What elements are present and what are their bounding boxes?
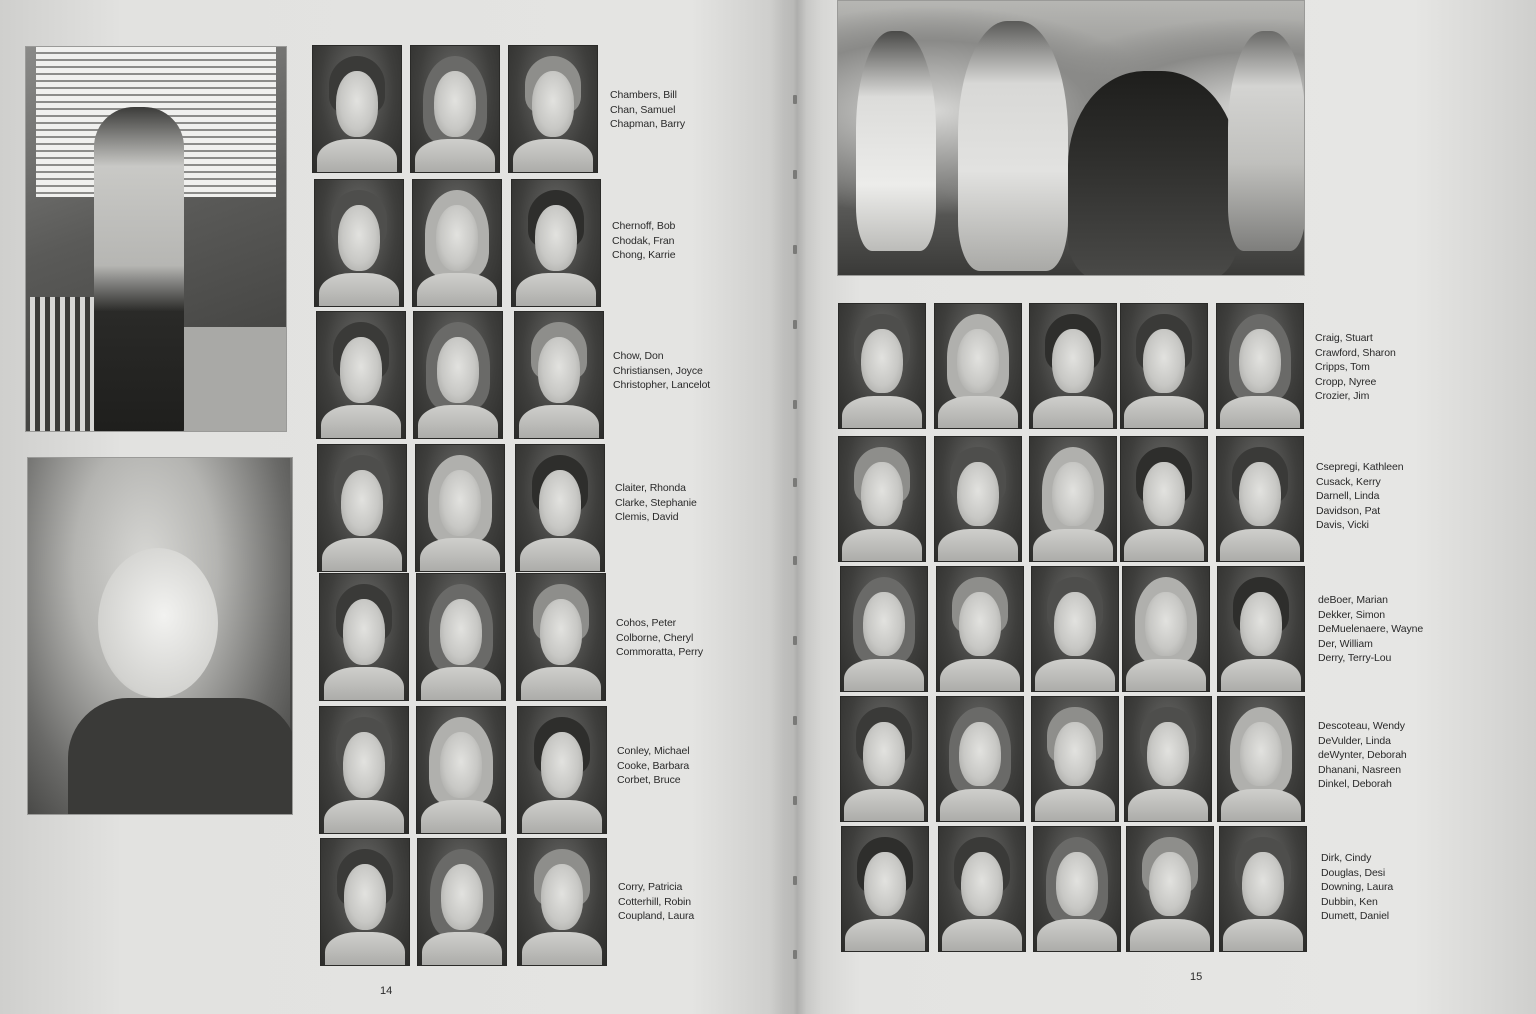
page-number-left: 14 <box>380 985 393 997</box>
student-portrait <box>412 179 502 307</box>
student-name: Der, William <box>1318 637 1373 650</box>
portrait-face <box>959 592 1000 656</box>
student-portrait <box>1120 303 1208 429</box>
portrait-face <box>861 329 902 393</box>
name-caption <box>1321 851 1393 924</box>
portrait-shirt <box>1223 919 1302 952</box>
portrait-shirt <box>842 529 921 562</box>
student-name: Darnell, Linda <box>1316 490 1380 502</box>
student-name: Crozier, Jim <box>1315 390 1370 402</box>
binding-stitch <box>793 478 797 487</box>
portrait-shirt <box>421 667 502 701</box>
student-name: Claiter, Rhonda <box>615 482 686 494</box>
portrait-shirt <box>1128 789 1207 822</box>
portrait-shirt <box>421 800 502 834</box>
student-figure <box>958 21 1068 271</box>
student-portrait <box>317 444 407 572</box>
student-name: Conley, Michael <box>617 745 690 757</box>
student-figure <box>856 31 936 251</box>
student-portrait <box>934 303 1022 429</box>
student-name: Dubbin, Ken <box>1321 895 1378 908</box>
student-portrait <box>841 826 929 952</box>
portrait-shirt <box>324 667 405 701</box>
student-figure <box>1228 31 1305 251</box>
binding-stitch <box>793 716 797 725</box>
portrait-face <box>441 864 483 930</box>
student-name: Chodak, Fran <box>612 234 675 247</box>
student-name: Christiansen, Joyce <box>613 364 703 377</box>
student-name: Csepregi, Kathleen <box>1316 461 1404 473</box>
student-name: Dhanani, Nasreen <box>1318 763 1402 776</box>
portrait-face <box>440 599 482 665</box>
portrait-face <box>961 852 1002 916</box>
student-name: Chan, Samuel <box>610 103 676 116</box>
portrait-shirt <box>938 529 1017 562</box>
portrait-face <box>1149 852 1190 916</box>
portrait-face <box>434 71 476 137</box>
student-name: Dirk, Cindy <box>1321 852 1372 864</box>
portrait-shirt <box>417 273 498 307</box>
student-portrait <box>936 566 1024 692</box>
student-name: Colborne, Cheryl <box>616 631 694 644</box>
student-portrait <box>938 826 1026 952</box>
student-portrait <box>320 838 410 966</box>
name-caption <box>613 349 710 393</box>
portrait-face <box>959 722 1000 786</box>
portrait-shirt <box>321 405 402 439</box>
student-name: Descoteau, Wendy <box>1318 720 1405 732</box>
student-portrait <box>416 706 506 834</box>
student-portrait <box>838 303 926 429</box>
student-portrait <box>319 573 409 701</box>
portrait-shirt <box>1033 529 1112 562</box>
standing-person <box>94 107 184 432</box>
portrait-face <box>340 337 382 403</box>
binding-stitch <box>793 950 797 959</box>
student-portrait <box>517 838 607 966</box>
name-caption <box>616 616 703 660</box>
student-name: Davis, Vicki <box>1316 519 1369 531</box>
student-portrait <box>410 45 500 173</box>
student-portrait <box>1029 436 1117 562</box>
classroom-crowd-photo <box>837 0 1305 276</box>
portrait-shirt <box>845 919 924 952</box>
portrait-face <box>1056 852 1097 916</box>
portrait-face <box>336 71 378 137</box>
student-portrait <box>1031 566 1119 692</box>
portrait-face <box>1143 329 1184 393</box>
student-portrait <box>934 436 1022 562</box>
binding-stitch <box>793 400 797 409</box>
student-name: deBoer, Marian <box>1318 594 1388 606</box>
portrait-shirt <box>1221 789 1300 822</box>
portrait-face <box>957 329 998 393</box>
student-portrait <box>314 179 404 307</box>
student-portrait <box>514 311 604 439</box>
portrait-shirt <box>1033 396 1112 429</box>
portrait-shirt <box>1220 396 1299 429</box>
student-name: Cotterhill, Robin <box>618 895 691 908</box>
student-name: DeMuelenaere, Wayne <box>1318 623 1424 635</box>
binding-stitch <box>793 556 797 565</box>
student-portrait <box>1031 696 1119 822</box>
portrait-shirt <box>1124 396 1203 429</box>
student-name: Christopher, Lancelot <box>613 379 711 391</box>
dark-coat <box>68 698 293 815</box>
binding-stitch <box>793 320 797 329</box>
student-name: Cusack, Kerry <box>1316 475 1381 488</box>
portrait-face <box>541 732 583 798</box>
binding-stitch <box>793 636 797 645</box>
portrait-face <box>440 732 482 798</box>
page-number-right: 15 <box>1190 971 1203 983</box>
binding-stitch <box>793 796 797 805</box>
student-portrait <box>416 573 506 701</box>
student-name: Chow, Don <box>613 350 664 362</box>
portrait-face <box>1145 592 1186 656</box>
portrait-face <box>863 592 904 656</box>
portrait-shirt <box>1130 919 1209 952</box>
portrait-face <box>1054 592 1095 656</box>
smiling-face <box>98 548 218 698</box>
student-portrait <box>936 696 1024 822</box>
name-caption <box>615 481 697 525</box>
student-name: Downing, Laura <box>1321 881 1394 893</box>
portrait-face <box>436 205 478 271</box>
portrait-shirt <box>1126 659 1205 692</box>
student-portrait <box>1033 826 1121 952</box>
student-portrait <box>319 706 409 834</box>
portrait-face <box>437 337 479 403</box>
student-portrait <box>840 696 928 822</box>
portrait-face <box>1054 722 1095 786</box>
portrait-shirt <box>940 789 1019 822</box>
portrait-shirt <box>842 396 921 429</box>
portrait-shirt <box>319 273 400 307</box>
portrait-shirt <box>522 800 603 834</box>
name-caption <box>1316 460 1404 533</box>
student-name: Corbet, Bruce <box>617 774 681 786</box>
portrait-shirt <box>418 405 499 439</box>
portrait-face <box>863 722 904 786</box>
student-candid-photo <box>27 457 293 815</box>
portrait-face <box>1052 329 1093 393</box>
student-portrait <box>1029 303 1117 429</box>
portrait-shirt <box>1035 659 1114 692</box>
portrait-face <box>1239 329 1280 393</box>
student-name: Craig, Stuart <box>1315 332 1373 344</box>
portrait-face <box>538 337 580 403</box>
portrait-face <box>535 205 577 271</box>
portrait-shirt <box>324 800 405 834</box>
portrait-shirt <box>522 932 603 966</box>
portrait-shirt <box>521 667 602 701</box>
binding-stitch <box>793 170 797 179</box>
office-desk <box>166 327 287 432</box>
student-name: Dumett, Daniel <box>1321 910 1390 922</box>
student-name: Derry, Terry-Lou <box>1318 652 1392 664</box>
portrait-shirt <box>420 538 501 572</box>
student-portrait <box>316 311 406 439</box>
student-name: Chambers, Bill <box>610 89 677 101</box>
student-portrait <box>1217 566 1305 692</box>
name-caption <box>618 880 694 924</box>
name-caption <box>1315 331 1396 404</box>
student-portrait <box>1122 566 1210 692</box>
portrait-shirt <box>844 789 923 822</box>
portrait-shirt <box>519 405 600 439</box>
portrait-shirt <box>938 396 1017 429</box>
portrait-shirt <box>422 932 503 966</box>
binding-stitch <box>793 876 797 885</box>
portrait-shirt <box>940 659 1019 692</box>
portrait-face <box>1052 462 1093 526</box>
student-name: Chapman, Barry <box>610 118 686 130</box>
portrait-shirt <box>317 139 398 173</box>
student-name: Cropp, Nyree <box>1315 375 1377 388</box>
student-portrait <box>1219 826 1307 952</box>
portrait-shirt <box>415 139 496 173</box>
name-caption <box>617 744 689 788</box>
name-caption <box>1318 593 1423 666</box>
portrait-shirt <box>844 659 923 692</box>
portrait-shirt <box>513 139 594 173</box>
student-portrait <box>511 179 601 307</box>
student-name: Davidson, Pat <box>1316 504 1381 517</box>
student-portrait <box>413 311 503 439</box>
portrait-face <box>864 852 905 916</box>
student-portrait <box>515 444 605 572</box>
student-name: Crawford, Sharon <box>1315 346 1396 359</box>
portrait-shirt <box>322 538 403 572</box>
student-name: Coupland, Laura <box>618 910 695 922</box>
student-portrait <box>517 706 607 834</box>
portrait-shirt <box>516 273 597 307</box>
portrait-face <box>1240 592 1281 656</box>
student-name: Clarke, Stephanie <box>615 496 697 509</box>
portrait-face <box>343 599 385 665</box>
student-name: Corry, Patricia <box>618 881 683 893</box>
student-portrait <box>840 566 928 692</box>
portrait-shirt <box>1124 529 1203 562</box>
student-name: Cooke, Barbara <box>617 759 690 772</box>
name-caption <box>610 88 685 132</box>
student-portrait <box>417 838 507 966</box>
portrait-face <box>338 205 380 271</box>
portrait-face <box>541 864 583 930</box>
student-name: Cohos, Peter <box>616 617 677 629</box>
student-portrait <box>1216 303 1304 429</box>
student-name: Douglas, Desi <box>1321 866 1386 879</box>
student-name: Commoratta, Perry <box>616 646 703 658</box>
portrait-face <box>1239 462 1280 526</box>
student-name: Chong, Karrie <box>612 249 676 261</box>
student-portrait <box>1124 696 1212 822</box>
book-gutter <box>770 0 822 1014</box>
portrait-shirt <box>942 919 1021 952</box>
portrait-face <box>1240 722 1281 786</box>
student-portrait <box>838 436 926 562</box>
student-figure <box>1068 71 1238 276</box>
portrait-shirt <box>520 538 601 572</box>
binding-stitch <box>793 245 797 254</box>
student-portrait <box>1126 826 1214 952</box>
portrait-face <box>341 470 383 536</box>
portrait-face <box>439 470 481 536</box>
student-name: Clemis, David <box>615 511 679 523</box>
portrait-shirt <box>1037 919 1116 952</box>
binding-stitch <box>793 95 797 104</box>
portrait-face <box>957 462 998 526</box>
student-portrait <box>312 45 402 173</box>
student-name: Dekker, Simon <box>1318 608 1385 621</box>
student-portrait <box>508 45 598 173</box>
student-portrait <box>415 444 505 572</box>
portrait-face <box>1242 852 1283 916</box>
portrait-face <box>540 599 582 665</box>
student-portrait <box>516 573 606 701</box>
portrait-shirt <box>1035 789 1114 822</box>
portrait-shirt <box>325 932 406 966</box>
student-portrait <box>1120 436 1208 562</box>
name-caption <box>612 219 675 263</box>
portrait-face <box>1147 722 1188 786</box>
portrait-face <box>539 470 581 536</box>
student-portrait <box>1217 696 1305 822</box>
portrait-face <box>532 71 574 137</box>
name-caption <box>1318 719 1407 792</box>
portrait-shirt <box>1221 659 1300 692</box>
student-name: Chernoff, Bob <box>612 220 676 232</box>
student-name: Dinkel, Deborah <box>1318 778 1392 790</box>
student-name: Cripps, Tom <box>1315 361 1370 373</box>
office-candid-photo <box>25 46 287 432</box>
portrait-shirt <box>1220 529 1299 562</box>
portrait-face <box>343 732 385 798</box>
student-portrait <box>1216 436 1304 562</box>
portrait-face <box>1143 462 1184 526</box>
student-name: deWynter, Deborah <box>1318 749 1407 761</box>
portrait-face <box>861 462 902 526</box>
student-name: DeVulder, Linda <box>1318 734 1391 747</box>
portrait-face <box>344 864 386 930</box>
